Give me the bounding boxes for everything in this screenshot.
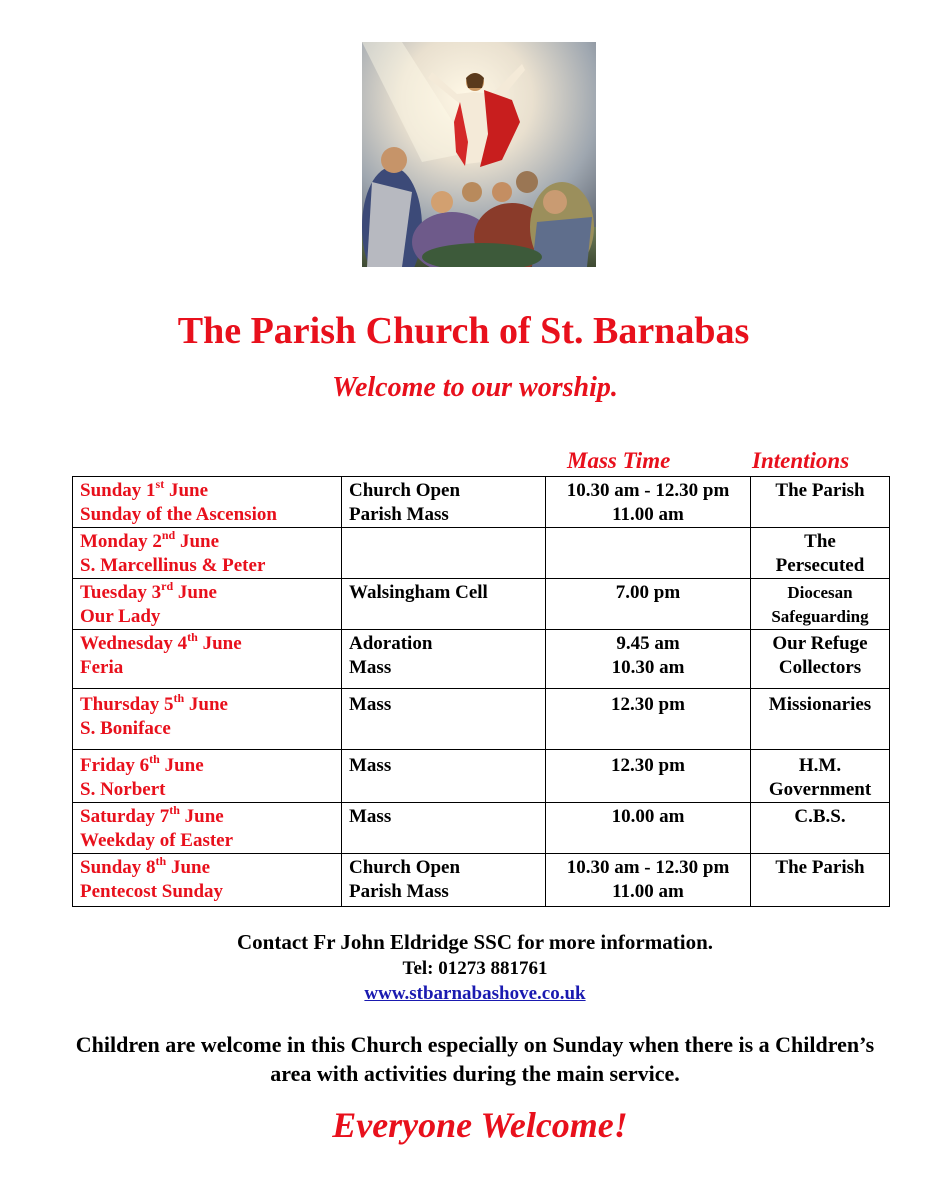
day-cell: Sunday 8th June Pentecost Sunday xyxy=(73,854,342,907)
mass-time-cell: 12.30 pm xyxy=(546,750,751,803)
table-row xyxy=(73,803,890,854)
service-cell: Church Open Parish Mass xyxy=(342,477,546,528)
mass-time-cell: 12.30 pm xyxy=(546,689,751,750)
mass-schedule-table xyxy=(72,476,890,907)
table-row xyxy=(73,750,890,803)
website-line xyxy=(0,983,927,1005)
day-cell: Friday 6th June S. Norbert xyxy=(73,750,342,803)
children-welcome-note: Children are welcome in this Church especially on Sunday when there is a Children’s area with activities during the main service. xyxy=(75,1032,875,1086)
day-cell: Monday 2nd June S. Marcellinus & Peter xyxy=(73,528,342,579)
intention-cell: Our Refuge Collectors xyxy=(751,630,890,689)
table-row xyxy=(73,689,890,750)
table-row xyxy=(73,528,890,579)
table-row xyxy=(73,579,890,630)
telephone-number: Tel: 01273 881761 xyxy=(402,958,548,979)
intention-cell: The Persecuted xyxy=(751,528,890,579)
service-cell xyxy=(342,528,546,579)
service-cell: Mass xyxy=(342,803,546,854)
day-cell: Wednesday 4th June Feria xyxy=(73,630,342,689)
day-cell: Tuesday 3rd June Our Lady xyxy=(73,579,342,630)
day-cell: Sunday 1st June Sunday of the Ascension xyxy=(73,477,342,528)
intention-cell: Missionaries xyxy=(751,689,890,750)
intention-cell: C.B.S. xyxy=(751,803,890,854)
day-cell: Thursday 5th June S. Boniface xyxy=(73,689,342,750)
intentions-column-heading: Intentions xyxy=(752,448,850,473)
mass-time-cell xyxy=(546,528,751,579)
ascension-painting xyxy=(362,42,596,267)
intention-cell: H.M. Government xyxy=(751,750,890,803)
table-row xyxy=(73,854,890,907)
table-row xyxy=(73,477,890,528)
mass-time-column-heading: Mass Time xyxy=(567,448,671,473)
mass-time-cell: 10.30 am - 12.30 pm 11.00 am xyxy=(546,854,751,907)
service-cell: Mass xyxy=(342,689,546,750)
service-cell: Walsingham Cell xyxy=(342,579,546,630)
mass-time-cell: 7.00 pm xyxy=(546,579,751,630)
page-title: The Parish Church of St. Barnabas xyxy=(177,310,750,352)
service-cell: Mass xyxy=(342,750,546,803)
website-link[interactable]: www.stbarnabashove.co.uk xyxy=(364,983,586,1004)
service-cell: Adoration Mass xyxy=(342,630,546,689)
table-row xyxy=(73,630,890,689)
mass-time-cell: 10.30 am - 12.30 pm 11.00 am xyxy=(546,477,751,528)
everyone-welcome: Everyone Welcome! xyxy=(332,1105,628,1145)
mass-time-cell: 9.45 am 10.30 am xyxy=(546,630,751,689)
intention-cell: The Parish xyxy=(751,854,890,907)
day-cell: Saturday 7th June Weekday of Easter xyxy=(73,803,342,854)
intention-cell: Diocesan Safeguarding xyxy=(751,579,890,630)
service-cell: Church Open Parish Mass xyxy=(342,854,546,907)
mass-time-cell: 10.00 am xyxy=(546,803,751,854)
welcome-subtitle: Welcome to our worship. xyxy=(332,372,618,403)
intention-cell: The Parish xyxy=(751,477,890,528)
contact-line: Contact Fr John Eldridge SSC for more information. xyxy=(237,930,713,954)
